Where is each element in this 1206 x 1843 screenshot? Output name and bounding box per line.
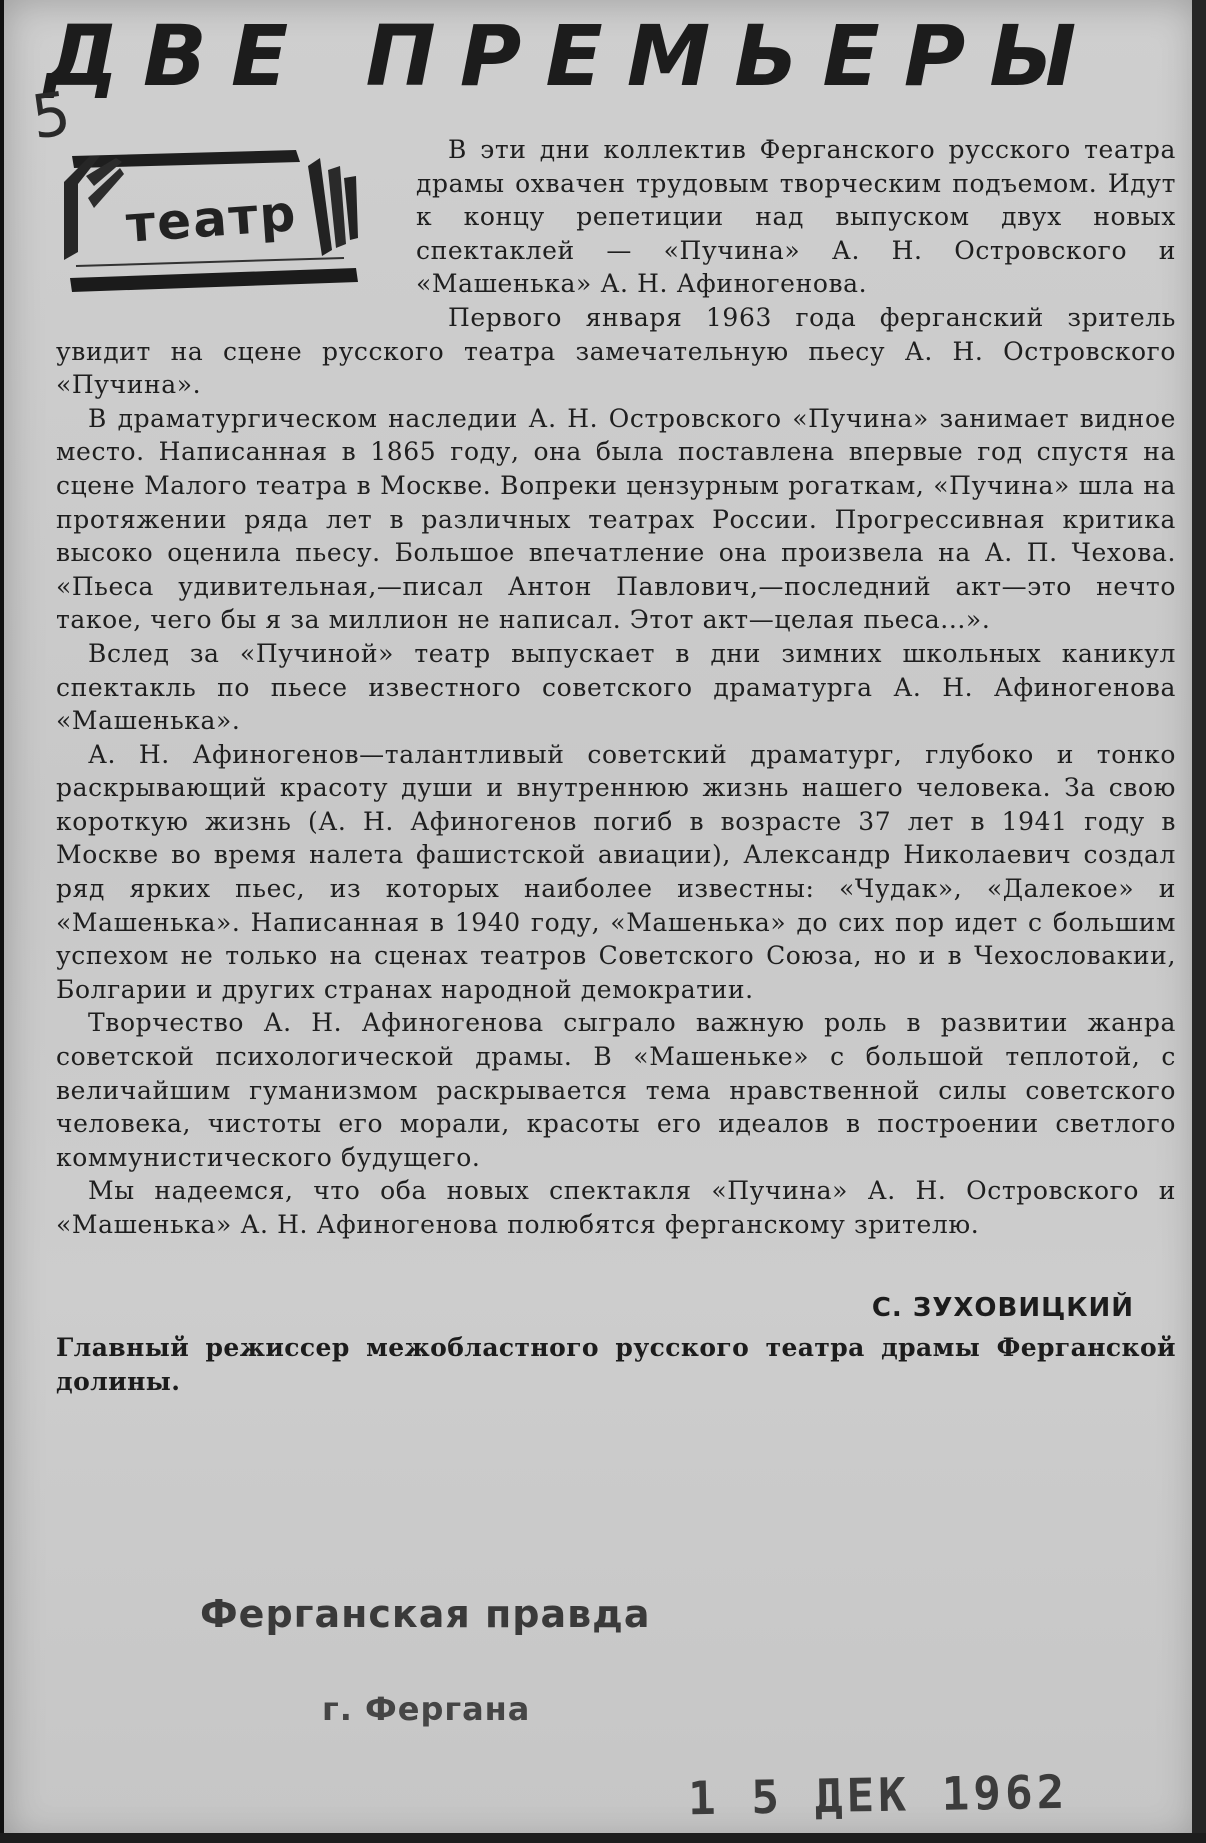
rubric-spacer xyxy=(56,133,416,328)
article-body xyxy=(56,133,1176,1242)
handwritten-page-number: 5 xyxy=(27,78,75,154)
author-position: Главный режиссер межобластного русского театра драмы Ферганской долины. xyxy=(56,1333,1176,1396)
article-paragraph: В драматургическом наследии А. Н. Островского «Пучина» занимает видное место. Написанная в 1865 году, она была поставлена впервые год спустя на сцене Малого театра в Москве. Вопреки цензурным рогаткам, «Пучина» шла на протяжении ряда лет в различных театрах России. Прогрессивная критика высоко оценила пьесу. Большое впечатление она произвела на А. П. Чехова. «Пьеса удивительная,—писал Антон Павлович,—последний акт—это нечто такое, чего бы я за миллион не написал. Этот акт—целая пьеса...». xyxy=(56,403,1176,635)
headline: ДВЕ ПРЕМЬЕРЫ xyxy=(44,7,1101,105)
article-paragraph: Вслед за «Пучиной» театр выпускает в дни зимних школьных каникул спектакль по пьесе известного советского драматурга А. Н. Афиногенова «Машенька». xyxy=(56,638,1176,736)
newspaper-clipping xyxy=(4,0,1198,1843)
newspaper-stamp-name: Ферганская правда xyxy=(200,1592,651,1636)
article-paragraph: Первого января 1963 года ферганский зритель увидит на сцене русского театра замечательную пьесу А. Н. Островского «Пучина». xyxy=(56,302,1176,400)
author-signature: С. ЗУХОВИЦКИЙ xyxy=(871,1293,1134,1323)
scan-edge-bottom xyxy=(0,1833,1206,1843)
article-paragraph: А. Н. Афиногенов—талантливый советский драматург, глубоко и тонко раскрывающий красоту души и внутреннюю жизнь нашего человека. За свою короткую жизнь (А. Н. Афиногенов погиб в возрасте 37 лет в 1941 году в Москве во время налета фашистской авиации), Александр Николаевич создал ряд ярких пьес, из которых наиболее известны: «Чудак», «Далекое» и «Машенька». Написанная в 1940 году, «Машенька» до сих пор идет с большим успехом не только на сценах театров Советского Союза, но и в Чехословакии, Болгарии и других странах народной демократии. xyxy=(56,739,1176,1004)
date-stamp: 1 5 ДЕК 1962 xyxy=(687,1764,1069,1826)
article-paragraph: Творчество А. Н. Афиногенова сыграло важную роль в развитии жанра советской психологической драмы. В «Машеньке» с большой теплотой, с величайшим гуманизмом раскрывается тема нравственной силы советского человека, чистоты его морали, красоты его идеалов в построении светлого коммунистического будущего. xyxy=(56,1008,1176,1172)
article-paragraph: В эти дни коллектив Ферганского русского театра драмы охвачен трудовым творческим подъемом. Идут к концу репетиции над выпуском двух новых спектаклей — «Пучина» А. Н. Островского и «Машенька» А. Н. Афиногенова. xyxy=(416,135,1176,299)
newspaper-stamp-city: г. Фергана xyxy=(322,1690,531,1728)
article-paragraph: Мы надеемся, что оба новых спектакля «Пучина» А. Н. Островского и «Машенька» А. Н. Афиногенова полюбятся ферганскому зрителю. xyxy=(56,1176,1176,1239)
scan-edge-right xyxy=(1192,0,1206,1843)
rubric-label: театр xyxy=(124,184,300,254)
